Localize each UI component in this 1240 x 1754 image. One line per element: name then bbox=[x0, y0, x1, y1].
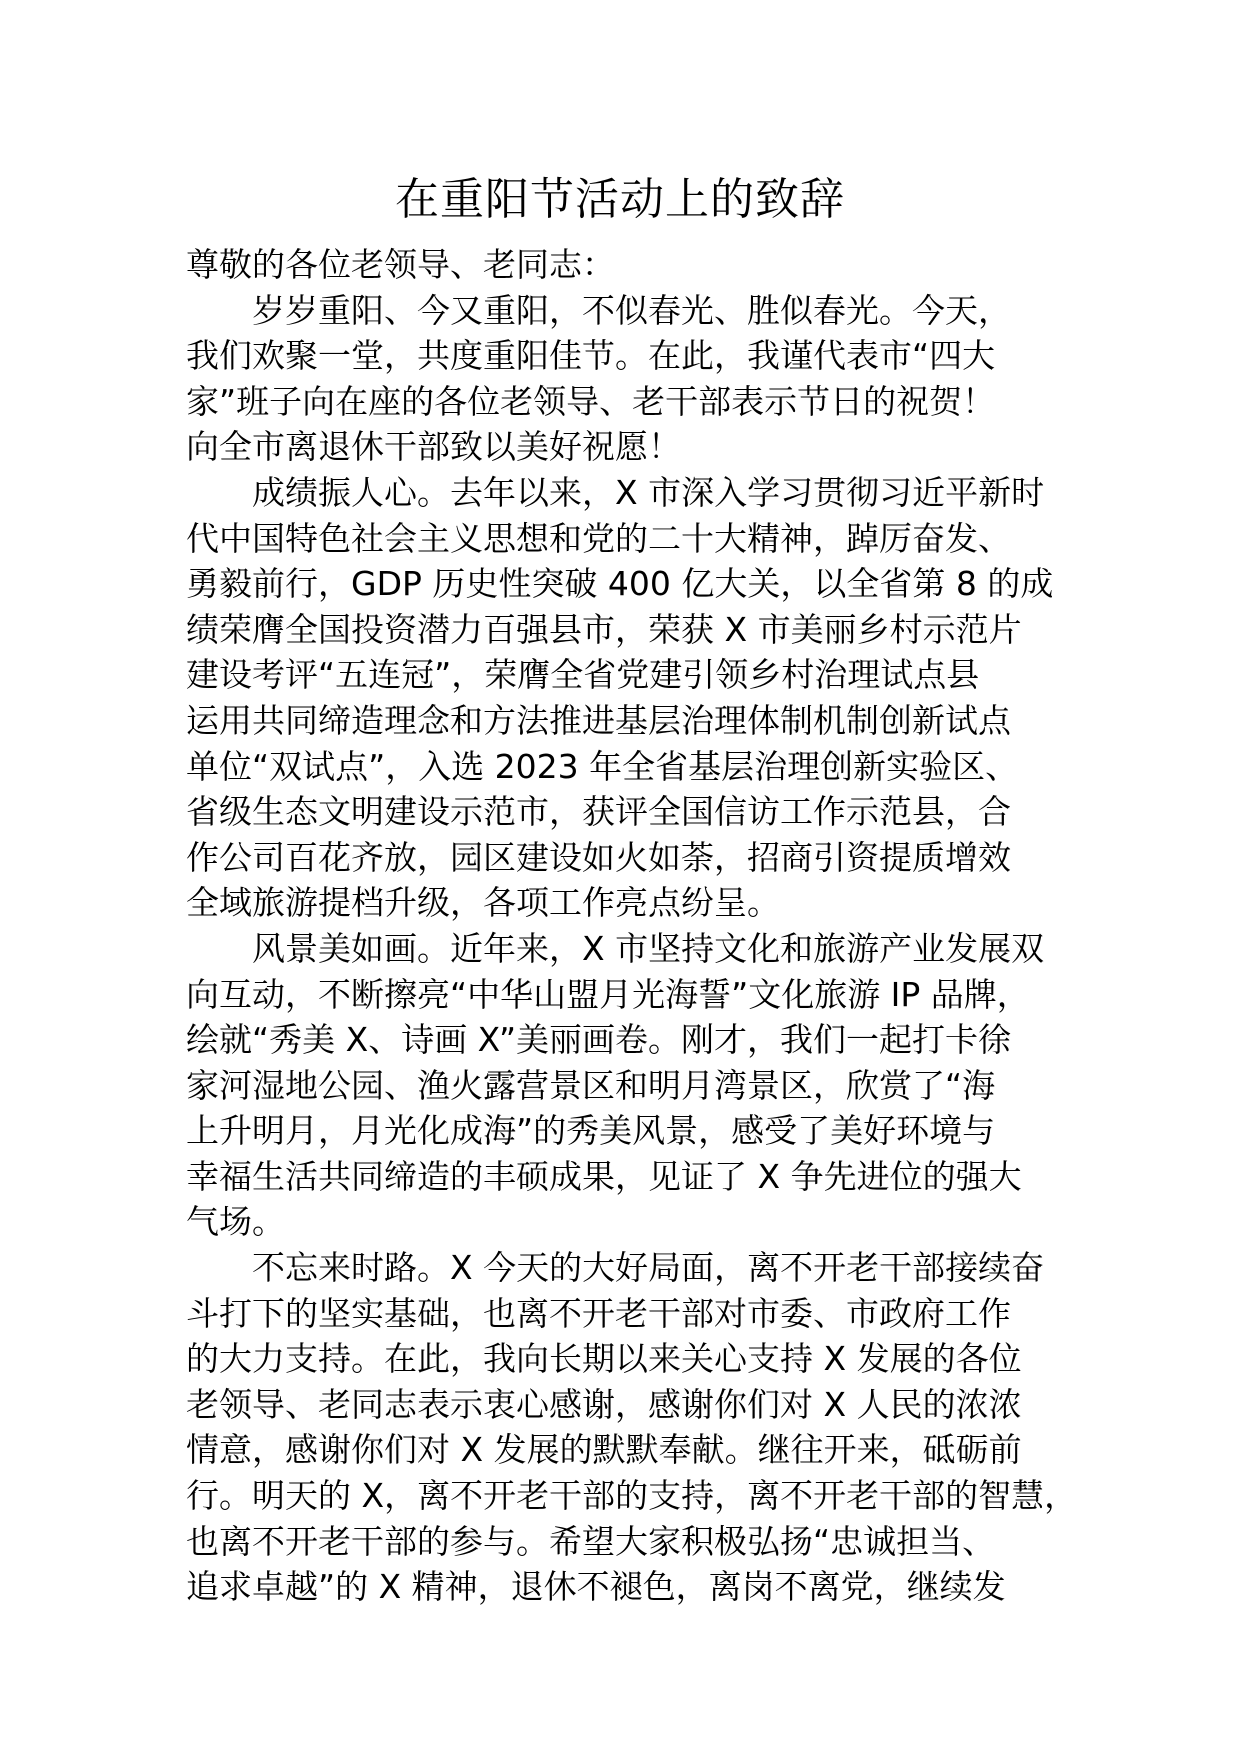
text-line: 尊敬的各位老领导、老同志： bbox=[186, 245, 615, 284]
text-line: 风景美如画。近年来，X 市坚持文化和旅游产业发展双 bbox=[186, 928, 1045, 968]
text-line: 气场。 bbox=[186, 1202, 285, 1242]
text-line: 家河湿地公园、渔火露营景区和明月湾景区，欣赏了“海 bbox=[186, 1065, 996, 1105]
text-line: 向全市离退休干部致以美好祝愿！ bbox=[186, 427, 681, 467]
text-line: 幸福生活共同缔造的丰硕成果，见证了 X 争先进位的强大 bbox=[186, 1156, 1022, 1196]
text-line: 斗打下的坚实基础，也离不开老干部对市委、市政府工作 bbox=[186, 1293, 1011, 1333]
text-line: 作公司百花齐放，园区建设如火如荼，招商引资提质增效 bbox=[186, 837, 1011, 877]
text-line: 家”班子向在座的各位老领导、老干部表示节日的祝贺！ bbox=[186, 381, 996, 421]
text-line: 上升明月，月光化成海”的秀美风景，感受了美好环境与 bbox=[186, 1111, 996, 1151]
text-line: 也离不开老干部的参与。希望大家积极弘扬“忠诚担当、 bbox=[186, 1521, 996, 1561]
text-line: 勇毅前行，GDP 历史性突破 400 亿大关，以全省第 8 的成 bbox=[186, 564, 1054, 604]
text-line: 代中国特色社会主义思想和党的二十大精神，踔厉奋发、 bbox=[186, 518, 1011, 558]
text-line: 的大力支持。在此，我向长期以来关心支持 X 发展的各位 bbox=[186, 1339, 1022, 1379]
text-line: 向互动，不断擦亮“中华山盟月光海誓”文化旅游 IP 品牌， bbox=[186, 974, 1030, 1014]
text-line: 运用共同缔造理念和方法推进基层治理体制机制创新试点 bbox=[186, 700, 1011, 740]
document-title: 在重阳节活动上的致辞 bbox=[395, 174, 845, 225]
text-line: 建设考评“五连冠”，荣膺全省党建引领乡村治理试点县 bbox=[186, 655, 980, 695]
text-line: 不忘来时路。X 今天的大好局面，离不开老干部接续奋 bbox=[186, 1248, 1045, 1288]
text-line: 绩荣膺全国投资潜力百强县市，荣获 X 市美丽乡村示范片 bbox=[186, 609, 1022, 649]
text-line: 省级生态文明建设示范市，获评全国信访工作示范县，合 bbox=[186, 792, 1011, 832]
text-line: 绘就“秀美 X、诗画 X”美丽画卷。刚才，我们一起打卡徐 bbox=[186, 1020, 1012, 1060]
text-line: 情意，感谢你们对 X 发展的默默奉献。继往开来，砥砺前 bbox=[186, 1430, 1022, 1470]
text-line: 我们欢聚一堂，共度重阳佳节。在此，我谨代表市“四大 bbox=[186, 336, 996, 376]
text-line: 老领导、老同志表示衷心感谢，感谢你们对 X 人民的浓浓 bbox=[186, 1384, 1022, 1424]
text-line: 全域旅游提档升级，各项工作亮点纷呈。 bbox=[186, 883, 780, 923]
text-line: 行。明天的 X，离不开老干部的支持，离不开老干部的智慧， bbox=[186, 1476, 1078, 1516]
text-line: 单位“双试点”，入选 2023 年全省基层治理创新实验区、 bbox=[186, 746, 1019, 786]
text-line: 成绩振人心。去年以来，X 市深入学习贯彻习近平新时 bbox=[186, 472, 1045, 512]
document-body bbox=[186, 242, 1078, 1610]
text-line: 岁岁重阳、今又重阳，不似春光、胜似春光。今天， bbox=[186, 290, 1011, 330]
text-line: 追求卓越”的 X 精神，退休不褪色，离岗不离党，继续发 bbox=[186, 1567, 1006, 1607]
